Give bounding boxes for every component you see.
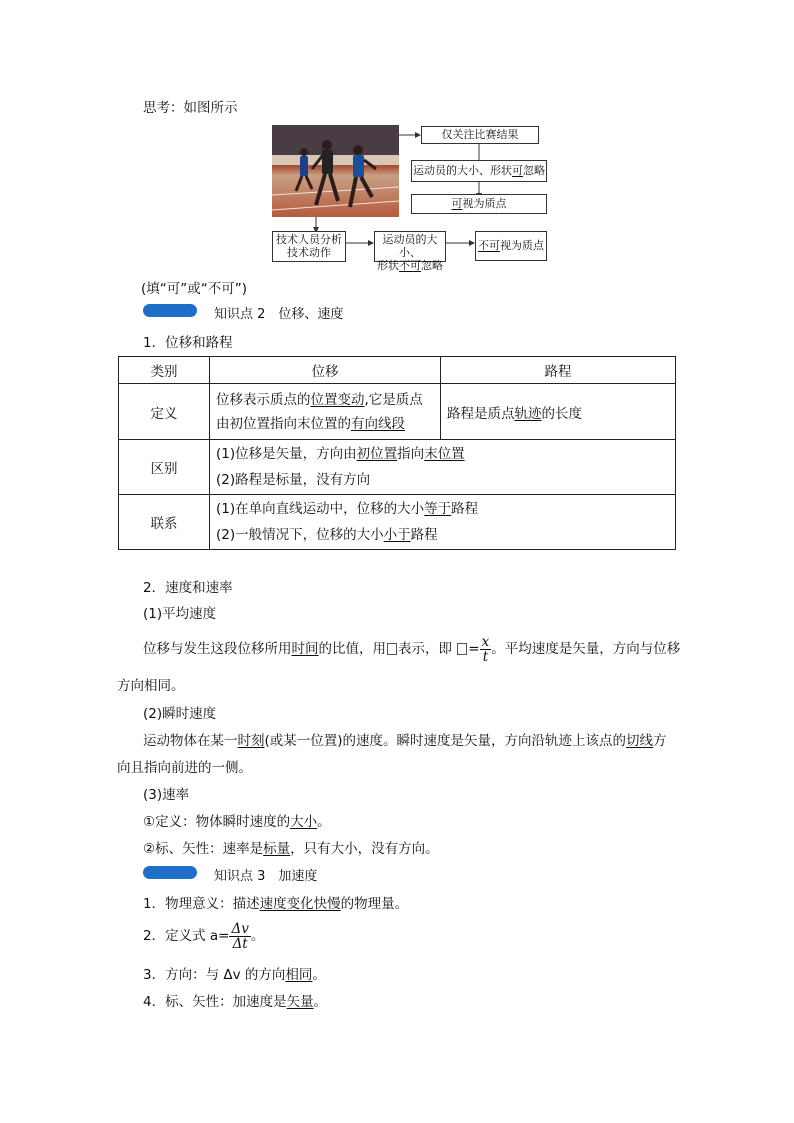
flow-box-text: 形状 bbox=[377, 259, 399, 272]
cell-text: (2)路程是标量，没有方向 bbox=[216, 472, 371, 488]
cell-text: 由初位置指向末位置的 bbox=[216, 415, 351, 432]
cell-text: 路程 bbox=[410, 527, 438, 543]
para-text: 运动物体在某一 bbox=[143, 733, 238, 749]
answer: 速度变化快慢 bbox=[259, 896, 341, 912]
subheading-instant-velocity: (2)瞬时速度 bbox=[143, 706, 217, 722]
answer: 位置变动 bbox=[310, 391, 365, 408]
para-text: 。 bbox=[313, 994, 328, 1010]
answer-can: 可 bbox=[451, 197, 463, 210]
speed-definition bbox=[143, 810, 331, 830]
flow-box-text: 视为质点 bbox=[500, 239, 544, 252]
fill-hint: (填“可”或“不可”) bbox=[141, 281, 248, 297]
table-header-row bbox=[119, 357, 676, 384]
fraction-x-over-t bbox=[480, 635, 492, 664]
section-heading-velocity: 2．速度和速率 bbox=[143, 580, 233, 596]
fraction-numerator: Δv bbox=[231, 920, 249, 937]
para-text: 的物理量。 bbox=[340, 896, 409, 912]
cell-text: ,它是质点 bbox=[364, 391, 423, 408]
knowledge-point-2-title: 知识点 2 位移、速度 bbox=[214, 307, 344, 322]
instant-velocity-paragraph-cont: 向且指向前进的一侧。 bbox=[117, 760, 252, 776]
answer: 轨迹 bbox=[514, 405, 542, 422]
section-heading-displacement: 1．位移和路程 bbox=[143, 335, 233, 351]
section-marker bbox=[143, 304, 197, 317]
cell-text: 位移表示质点的 bbox=[216, 391, 311, 408]
knowledge-point-3-title: 知识点 3 加速度 bbox=[214, 869, 318, 884]
table-row-label: 定义 bbox=[119, 384, 210, 440]
table-cell bbox=[210, 440, 676, 495]
flow-box-focus-result bbox=[421, 126, 539, 144]
cell-text: (2)一般情况下，位移的大小 bbox=[216, 527, 384, 543]
cell-text: 路程 bbox=[451, 501, 479, 517]
answer: 时刻 bbox=[237, 733, 265, 749]
table-row-label: 区别 bbox=[119, 440, 210, 495]
fraction-numerator: x bbox=[481, 633, 490, 650]
table-row bbox=[119, 384, 676, 440]
cell-text: (1)在单向直线运动中，位移的大小 bbox=[216, 501, 425, 517]
cell-text: 指向 bbox=[397, 446, 425, 462]
answer: 初位置 bbox=[356, 446, 398, 462]
table-cell bbox=[441, 384, 676, 440]
cell-text: (1)位移是矢量，方向由 bbox=[216, 446, 357, 462]
flow-box-text: 运动员的大小、形状 bbox=[413, 164, 512, 177]
think-label: 思考：如图所示 bbox=[143, 100, 238, 116]
acceleration-direction bbox=[143, 963, 326, 983]
answer: 标量 bbox=[263, 841, 291, 857]
flow-box-text: 技术人员分析 bbox=[276, 233, 342, 246]
flow-box-text: 忽略 bbox=[421, 259, 443, 272]
cell-text: 路程是质点 bbox=[447, 405, 515, 422]
table-cell bbox=[210, 495, 676, 550]
answer: 有向线段 bbox=[351, 415, 405, 432]
acceleration-vector bbox=[143, 990, 327, 1010]
para-text: 。 bbox=[250, 928, 265, 944]
table-header: 类别 bbox=[119, 357, 210, 384]
average-velocity-paragraph-cont: 方向相同。 bbox=[117, 678, 185, 694]
answer: 小于 bbox=[383, 527, 411, 543]
para-text: ②标、矢性：速率是 bbox=[143, 841, 264, 857]
average-velocity-paragraph bbox=[143, 632, 680, 666]
instant-velocity-paragraph bbox=[143, 729, 667, 749]
para-text: ①定义：物体瞬时速度的 bbox=[143, 814, 291, 830]
para-text: 的比值，用 bbox=[318, 641, 386, 657]
para-text: 。 bbox=[312, 967, 326, 983]
subheading-speed: (3)速率 bbox=[143, 787, 190, 803]
table-row-label: 联系 bbox=[119, 495, 210, 550]
velocity-symbol-icon bbox=[457, 643, 467, 655]
table-header: 路程 bbox=[441, 357, 676, 384]
para-text: 。 bbox=[317, 814, 331, 830]
acceleration-definition bbox=[143, 918, 264, 954]
answer: 矢量 bbox=[286, 994, 314, 1010]
para-text: 1．物理意义：描述 bbox=[143, 896, 260, 912]
answer: 相同 bbox=[285, 967, 313, 983]
para-text: 3．方向：与 Δv 的方向 bbox=[143, 967, 286, 983]
flow-box-text: 运动员的大小、 bbox=[382, 233, 438, 259]
flow-box-not-point bbox=[475, 231, 547, 261]
answer: 末位置 bbox=[424, 446, 465, 462]
flow-box-technician bbox=[272, 231, 346, 262]
flow-box-treat-as-point bbox=[411, 194, 547, 214]
fraction-denominator: Δt bbox=[232, 935, 248, 952]
section-marker bbox=[143, 866, 197, 879]
para-text: 。平均速度是矢量，方向与位移 bbox=[491, 641, 681, 657]
table-header: 位移 bbox=[210, 357, 441, 384]
velocity-symbol-icon bbox=[387, 643, 397, 655]
para-text: 4．标、矢性：加速度是 bbox=[143, 994, 287, 1010]
answer: 大小 bbox=[290, 814, 318, 830]
subheading-average-velocity: (1)平均速度 bbox=[143, 606, 217, 622]
para-text: = bbox=[468, 641, 480, 657]
para-text: 2．定义式 a= bbox=[143, 928, 230, 944]
answer-cannot: 不可 bbox=[399, 259, 421, 272]
flow-box-text: 视为质点 bbox=[462, 197, 507, 210]
answer: 等于 bbox=[424, 501, 452, 517]
flow-box-size-ignorable bbox=[411, 160, 547, 182]
table-row bbox=[119, 440, 676, 495]
acceleration-meaning bbox=[143, 892, 408, 912]
para-text: 表示，即 bbox=[398, 641, 452, 657]
flow-box-text: 仅关注比赛结果 bbox=[441, 128, 519, 141]
speed-scalar bbox=[143, 837, 439, 857]
para-text: (或某一位置)的速度。瞬时速度是矢量，方向沿轨迹上该点的 bbox=[264, 733, 627, 749]
para-text: 位移与发生这段位移所用 bbox=[143, 641, 292, 657]
displacement-distance-table bbox=[118, 356, 676, 550]
answer-can: 可 bbox=[512, 164, 523, 177]
fraction-denominator: t bbox=[482, 648, 489, 665]
table-row bbox=[119, 495, 676, 550]
answer: 时间 bbox=[291, 641, 319, 657]
fraction-dv-over-dt bbox=[229, 922, 250, 951]
flow-box-text: 技术动作 bbox=[287, 246, 331, 259]
flow-box-size-not-ignorable bbox=[374, 231, 446, 272]
para-text: ，只有大小，没有方向。 bbox=[290, 841, 439, 857]
answer-cannot: 不可 bbox=[478, 239, 500, 252]
answer: 切线 bbox=[626, 733, 654, 749]
cell-text: 的长度 bbox=[541, 405, 582, 422]
para-text: 方 bbox=[653, 733, 667, 749]
flow-box-text: 忽略 bbox=[523, 164, 545, 177]
table-cell bbox=[210, 384, 441, 440]
